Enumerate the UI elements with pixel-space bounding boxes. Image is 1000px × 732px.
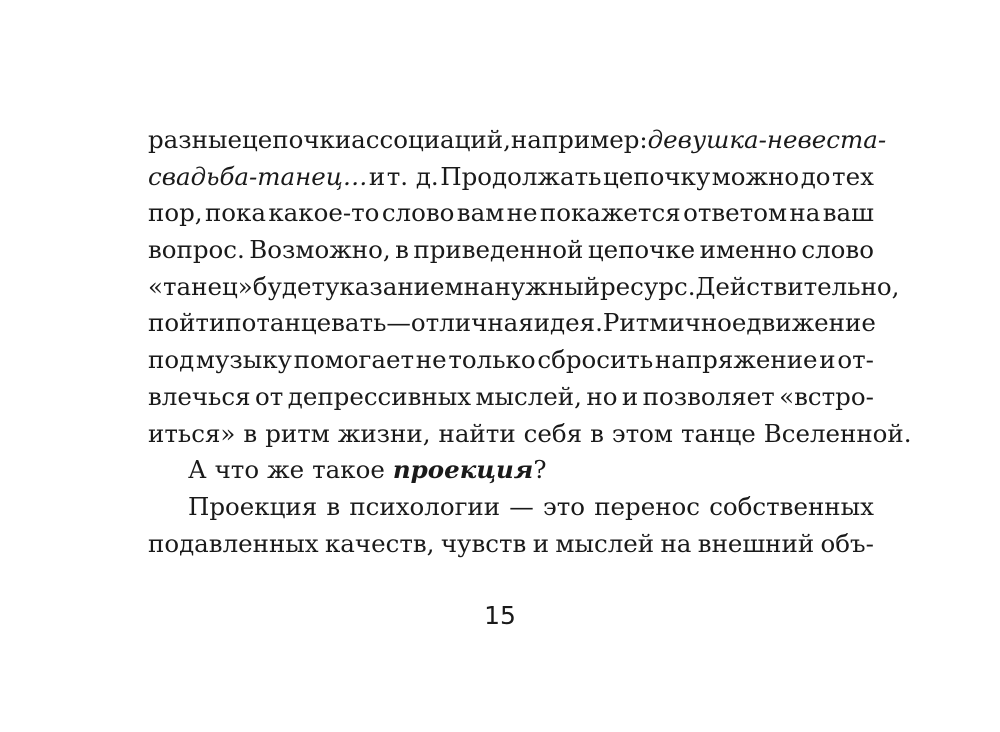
word: движение [746, 308, 876, 338]
word: например: [510, 125, 648, 154]
word: — [386, 308, 411, 338]
word: себя [523, 418, 583, 448]
italic-word: свадьба-танец… [148, 161, 368, 191]
word: Возможно, [249, 235, 391, 265]
word: подавленных [148, 528, 319, 558]
word: Ритмичное [602, 308, 747, 338]
word: пока [204, 198, 266, 228]
text-line [148, 305, 874, 342]
word: этом [611, 418, 673, 448]
word: собственных [709, 491, 874, 521]
text-line [148, 489, 874, 526]
word: отличная [410, 308, 534, 338]
word: потанцевать [225, 308, 387, 338]
word: «танец» [148, 271, 253, 301]
text-line [148, 452, 874, 489]
word: «встро- [779, 381, 874, 411]
word: мыслей [555, 528, 655, 558]
text-line [148, 379, 874, 416]
word: жизни, [337, 418, 431, 448]
word: позволяет [642, 381, 775, 411]
word: вопрос. [148, 235, 245, 265]
word: Проекция [188, 491, 318, 521]
word: только [448, 345, 536, 375]
word: разные [148, 125, 242, 154]
word: внешний [697, 528, 815, 558]
word: цепочки [241, 125, 352, 154]
word: на [789, 198, 821, 228]
word: до [800, 161, 831, 191]
word: вам [456, 198, 505, 228]
word: ответом [683, 198, 788, 228]
word: влечься [148, 381, 251, 411]
word: Вселенной. [763, 418, 912, 448]
word: помогает [293, 345, 415, 375]
text-line [148, 122, 887, 159]
word: на [660, 528, 692, 558]
word: идея. [533, 308, 603, 338]
word: ваш [822, 198, 874, 228]
word: в [590, 418, 604, 448]
word: музыку [195, 345, 292, 375]
word: на [463, 271, 495, 301]
word: т. д. [386, 161, 439, 191]
text-line [148, 526, 874, 563]
word: но [586, 381, 618, 411]
word: можно [711, 161, 800, 191]
word: в [243, 418, 258, 448]
page-number: 15 [484, 601, 516, 630]
word: покажется [539, 198, 681, 228]
word: цепочку [602, 161, 711, 191]
text-line [148, 159, 874, 196]
word: ? [533, 455, 547, 485]
word: чувств [440, 528, 527, 558]
word: от [255, 381, 284, 411]
word: это [542, 491, 585, 521]
body-text [148, 122, 912, 562]
word: пойти [148, 308, 226, 338]
text-line [148, 416, 912, 453]
text-line [148, 269, 900, 306]
word: напряжение [654, 345, 818, 375]
word: и [819, 345, 836, 375]
italic-word: девушка-невеста- [647, 125, 887, 154]
word: иться» [148, 418, 236, 448]
word: и [621, 381, 639, 411]
word: слово [801, 235, 874, 265]
word: от- [837, 345, 874, 375]
word: в [395, 235, 409, 265]
word: ресурс. [599, 271, 696, 301]
word: цепочке [587, 235, 696, 265]
word: депрессивных [287, 381, 472, 411]
word: слово [381, 198, 455, 228]
word: нужный [494, 271, 600, 301]
word: такое [312, 455, 385, 485]
word: не [415, 345, 447, 375]
text-line [148, 232, 874, 269]
word: мыслей, [475, 381, 582, 411]
word: под [148, 345, 195, 375]
word: и [368, 161, 386, 191]
word: перенос [594, 491, 700, 521]
word: танце [680, 418, 756, 448]
word: приведенной [413, 235, 584, 265]
word: пор, [148, 198, 203, 228]
text-line [148, 195, 874, 232]
word: качеств, [324, 528, 435, 558]
word: тех [832, 161, 874, 191]
word: будет [252, 271, 326, 301]
word: Продолжать [440, 161, 602, 191]
word: психологии [349, 491, 501, 521]
word: Действительно, [695, 271, 900, 301]
word: А [188, 455, 207, 485]
word: указанием [325, 271, 464, 301]
word: и [532, 528, 550, 558]
word: в [326, 491, 341, 521]
word: что [214, 455, 260, 485]
word: — [509, 491, 534, 521]
emphasized-term: проекция [392, 455, 534, 485]
word: ассоциаций, [351, 125, 511, 154]
word: именно [699, 235, 797, 265]
word: ритм [265, 418, 330, 448]
text-line [148, 342, 874, 379]
word: найти [438, 418, 516, 448]
word: же [267, 455, 305, 485]
word: какое-то [268, 198, 380, 228]
word: объ- [820, 528, 874, 558]
word: сбросить [537, 345, 654, 375]
word: не [506, 198, 538, 228]
